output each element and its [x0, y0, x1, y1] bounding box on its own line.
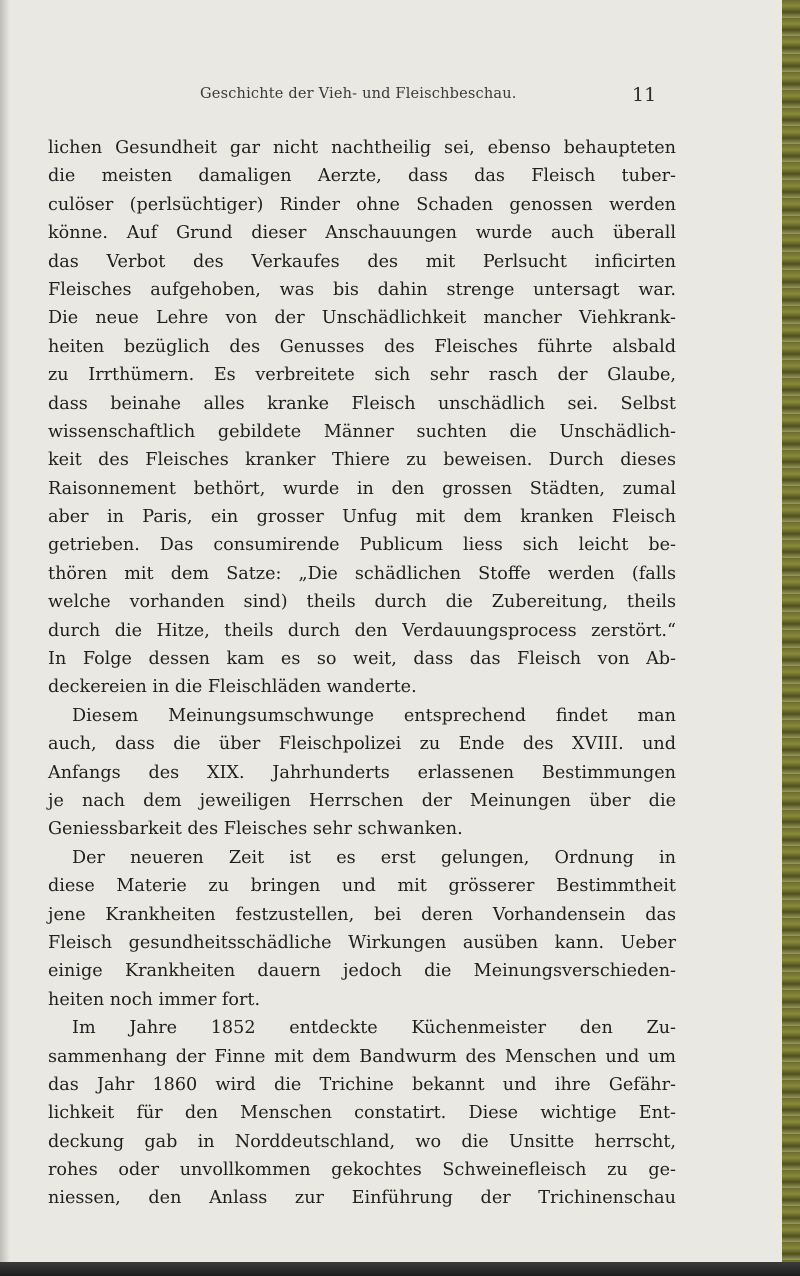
text-line: jene Krankheiten festzustellen, bei deren Vorhandensein das — [48, 904, 676, 925]
text-line: deckereien in die Fleischläden wanderte. — [48, 677, 417, 698]
text-line: Die neue Lehre von der Unschädlichkeit mancher Viehkrank- — [48, 308, 676, 329]
text-line: Der neueren Zeit ist es erst gelungen, Ordnung in — [72, 847, 676, 868]
text-line: das Jahr 1860 wird die Trichine bekannt und ihre Gefähr- — [48, 1074, 676, 1095]
text-line: Anfangs des XIX. Jahrhunderts erlassenen Bestimmungen — [48, 762, 676, 783]
text-line: dass beinahe alles kranke Fleisch unschädlich sei. Selbst — [48, 393, 676, 414]
text-line: thören mit dem Satze: „Die schädlichen Stoffe werden (falls — [48, 563, 676, 584]
text-line: sammenhang der Finne mit dem Bandwurm des Menschen und um — [48, 1046, 676, 1067]
text-line: culöser (perlsüchtiger) Rinder ohne Schaden genossen werden — [48, 194, 676, 215]
book-binding-edge — [782, 0, 800, 1262]
text-line: durch die Hitze, theils durch den Verdauungsprocess zerstört.“ — [48, 620, 676, 641]
text-line: Raisonnement bethört, wurde in den grossen Städten, zumal — [48, 478, 676, 499]
text-line: In Folge dessen kam es so weit, dass das Fleisch von Ab- — [48, 649, 676, 670]
text-line: zu Irrthümern. Es verbreitete sich sehr rasch der Glaube, — [48, 365, 676, 386]
text-line: das Verbot des Verkaufes des mit Perlsucht inficirten — [48, 251, 676, 272]
page-number: 11 — [632, 84, 657, 106]
running-head: Geschichte der Vieh- und Fleischbeschau. — [200, 86, 517, 102]
text-line: Im Jahre 1852 entdeckte Küchenmeister den Zu- — [72, 1018, 676, 1039]
scan-bottom-edge — [0, 1262, 800, 1276]
text-line: auch, dass die über Fleischpolizei zu Ende des XVIII. und — [48, 734, 676, 755]
page-gutter-shadow — [0, 0, 10, 1262]
body-text — [48, 134, 676, 1213]
text-line: aber in Paris, ein grosser Unfug mit dem kranken Fleisch — [48, 507, 676, 528]
text-line: einige Krankheiten dauern jedoch die Meinungsverschieden- — [48, 961, 676, 982]
text-line: rohes oder unvollkommen gekochtes Schweinefleisch zu ge- — [48, 1160, 676, 1181]
text-line: keit des Fleisches kranker Thiere zu beweisen. Durch dieses — [48, 450, 676, 471]
text-line: wissenschaftlich gebildete Männer suchten die Unschädlich- — [48, 421, 676, 442]
text-line: die meisten damaligen Aerzte, dass das Fleisch tuber- — [48, 166, 676, 187]
text-line: Fleisches aufgehoben, was bis dahin strenge untersagt war. — [48, 279, 676, 300]
text-line: getrieben. Das consumirende Publicum liess sich leicht be- — [48, 535, 676, 556]
text-line: je nach dem jeweiligen Herrschen der Meinungen über die — [48, 790, 676, 811]
text-line: diese Materie zu bringen und mit grösserer Bestimmtheit — [48, 876, 676, 897]
text-line: niessen, den Anlass zur Einführung der Trichinenschau — [48, 1188, 676, 1209]
text-line: welche vorhanden sind) theils durch die Zubereitung, theils — [48, 592, 676, 613]
text-line: Fleisch gesundheitsschädliche Wirkungen ausüben kann. Ueber — [48, 932, 676, 953]
text-line: heiten noch immer fort. — [48, 989, 261, 1010]
text-line: heiten bezüglich des Genusses des Fleisches führte alsbald — [48, 336, 676, 357]
text-line: Geniessbarkeit des Fleisches sehr schwanken. — [48, 819, 463, 840]
text-line: lichkeit für den Menschen constatirt. Diese wichtige Ent- — [48, 1103, 676, 1124]
text-line: lichen Gesundheit gar nicht nachtheilig sei, ebenso behaupteten — [48, 138, 676, 158]
text-line: Diesem Meinungsumschwunge entsprechend findet man — [72, 705, 676, 726]
text-line: deckung gab in Norddeutschland, wo die Unsitte herrscht, — [48, 1131, 676, 1152]
text-line: könne. Auf Grund dieser Anschauungen wurde auch überall — [48, 223, 676, 244]
